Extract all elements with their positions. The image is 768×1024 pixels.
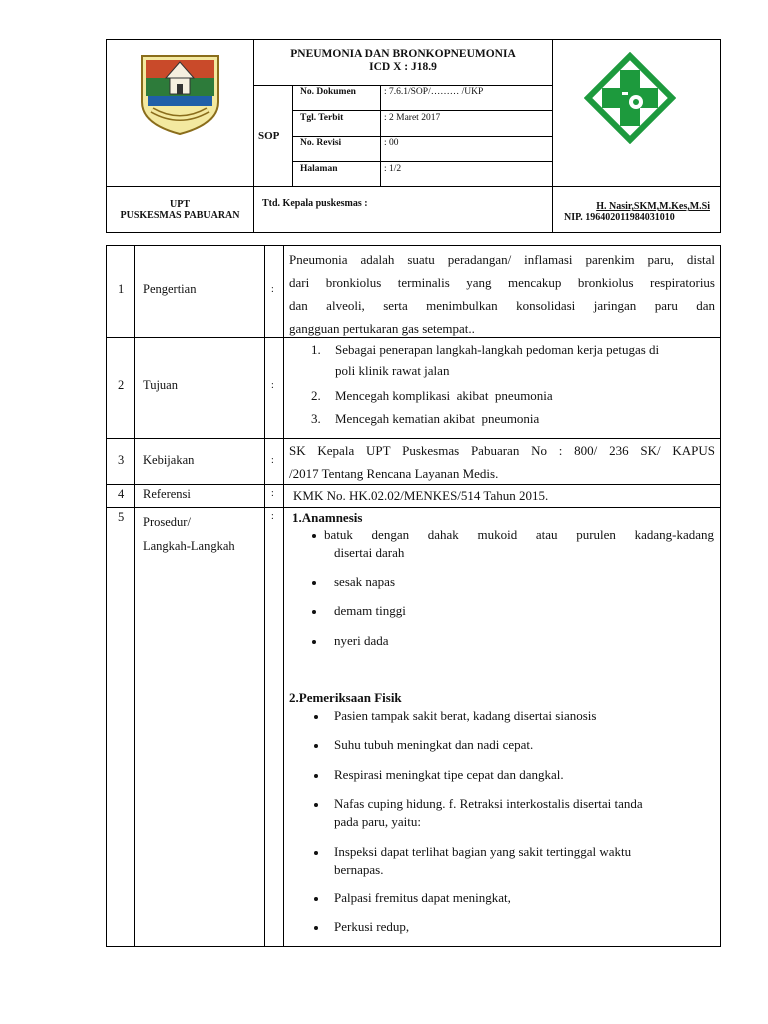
sop-label: SOP (258, 130, 280, 142)
row-4-number: 4 (118, 487, 125, 501)
regional-emblem-logo (128, 52, 232, 136)
row-5-number: 5 (118, 510, 125, 524)
bullet-icon (314, 803, 318, 807)
objective-item (289, 338, 715, 384)
unit-name (107, 199, 253, 221)
document-title (254, 48, 552, 74)
objective-item (289, 407, 715, 430)
row-3-number: 3 (118, 453, 125, 467)
objective-text: Sebagai penerapan langkah-langkah pedoman kerja petugas di (335, 342, 660, 357)
row-3-content (289, 439, 715, 485)
anamnesis-item: demam tinggi (334, 603, 406, 618)
definition-line: gangguan pertukaran gas setempat.. (289, 321, 475, 336)
physical-exam-item: Palpasi fremitus dapat meningkat, (334, 890, 511, 905)
physical-exam-title: 2.Pemeriksaan Fisik (289, 690, 402, 705)
row-2-label: Tujuan (143, 378, 178, 392)
anamnesis-item: sesak napas (334, 574, 396, 589)
signature-label: Ttd. Kepala puskesmas : (262, 198, 368, 209)
objective-number: 2. (311, 388, 321, 403)
unit-line-2: PUSKESMAS PABUARAN (120, 210, 240, 221)
anamnesis-item: batuk dengan dahak mukoid atau purulen kadang-kadang (324, 527, 714, 542)
official-name: H. Nasir,SKM,M.Kes,M.Si (596, 201, 710, 212)
row-5-label-line-1: Prosedur/ (143, 515, 191, 529)
puskesmas-cross-logo (584, 52, 676, 144)
meta-label-no-revisi: No. Revisi (300, 138, 342, 148)
bullet-icon (312, 581, 316, 585)
row-2-number: 2 (118, 378, 125, 392)
bullet-icon (312, 610, 316, 614)
meta-label-no-dokumen: No. Dokumen (300, 87, 356, 97)
bullet-icon (312, 534, 316, 538)
anamnesis-title: 1.Anamnesis (292, 510, 363, 525)
row-4-label: Referensi (143, 487, 191, 501)
physical-exam-item: Suhu tubuh meningkat dan nadi cepat. (334, 737, 534, 752)
meta-value-halaman: : 1/2 (384, 164, 402, 174)
row-5-colon: : (271, 511, 274, 522)
row-1-content (289, 248, 715, 340)
objective-text: Mencegah komplikasi akibat pneumonia (335, 388, 553, 403)
bullet-icon (314, 851, 318, 855)
physical-exam-item: Nafas cuping hidung. f. Retraksi interkostalis disertai tanda (334, 796, 643, 811)
row-4-colon: : (271, 488, 274, 499)
objective-text-continued: poli klinik rawat jalan (335, 363, 450, 378)
row-2-colon: : (271, 380, 274, 391)
row-1-number: 1 (118, 282, 125, 296)
reference-text: KMK No. HK.02.02/MENKES/514 Tahun 2015. (293, 488, 549, 503)
physical-exam-item: Pasien tampak sakit berat, kadang disertai sianosis (334, 708, 597, 723)
physical-exam-item: Respirasi meningkat tipe cepat dan dangkal. (334, 767, 564, 782)
definition-line: Pneumonia adalah suatu peradangan/ inflamasi parenkim paru, distal (289, 252, 715, 267)
meta-label-halaman: Halaman (300, 164, 338, 174)
row-3-colon: : (271, 455, 274, 466)
row-5-label (143, 510, 235, 558)
meta-value-tgl-terbit: : 2 Maret 2017 (384, 113, 441, 123)
objective-number: 1. (311, 342, 321, 357)
definition-line: dari bronkiolus terminalis yang mencakup bronkiolus respiratorius (289, 275, 715, 290)
bullet-icon (314, 715, 318, 719)
bullet-icon (314, 774, 318, 778)
physical-exam-item: Perkusi redup, (334, 919, 410, 934)
title-line-1: PNEUMONIA DAN BRONKOPNEUMONIA (290, 48, 516, 60)
meta-label-tgl-terbit: Tgl. Terbit (300, 113, 344, 123)
policy-line: SK Kepala UPT Puskesmas Pabuaran No : 800/ 236 SK/ KAPUS (289, 443, 715, 458)
row-1-label: Pengertian (143, 282, 197, 296)
official-nip: NIP. 196402011984031010 (564, 212, 675, 223)
official-block (560, 201, 718, 223)
definition-line: dan alveoli, serta menimbulkan konsolidasi jaringan paru dan (289, 298, 715, 313)
bullet-icon (314, 926, 318, 930)
objective-text: Mencegah kematian akibat pneumonia (335, 411, 540, 426)
row-1-colon: : (271, 284, 274, 295)
title-line-2: ICD X : J18.9 (369, 61, 437, 73)
physical-exam-item: Inspeksi dapat terlihat bagian yang sakit tertinggal waktu (334, 844, 632, 859)
objective-item (289, 384, 715, 407)
meta-value-no-dokumen: : 7.6.1/SOP/……… /UKP (384, 87, 484, 97)
anamnesis-item-continued: disertai darah (334, 545, 405, 560)
unit-line-1: UPT (170, 199, 190, 210)
bullet-icon (312, 640, 316, 644)
policy-line: /2017 Tentang Rencana Layanan Medis. (289, 466, 499, 481)
row-5-label-line-2: Langkah-Langkah (143, 539, 235, 553)
meta-value-no-revisi: : 00 (384, 138, 399, 148)
bullet-icon (314, 897, 318, 901)
physical-exam-item-continued: pada paru, yaitu: (334, 814, 421, 829)
bullet-icon (314, 744, 318, 748)
row-2-content (289, 338, 715, 430)
objective-number: 3. (311, 411, 321, 426)
row-3-label: Kebijakan (143, 453, 195, 467)
physical-exam-item-continued: bernapas. (334, 862, 384, 877)
anamnesis-item: nyeri dada (334, 633, 389, 648)
